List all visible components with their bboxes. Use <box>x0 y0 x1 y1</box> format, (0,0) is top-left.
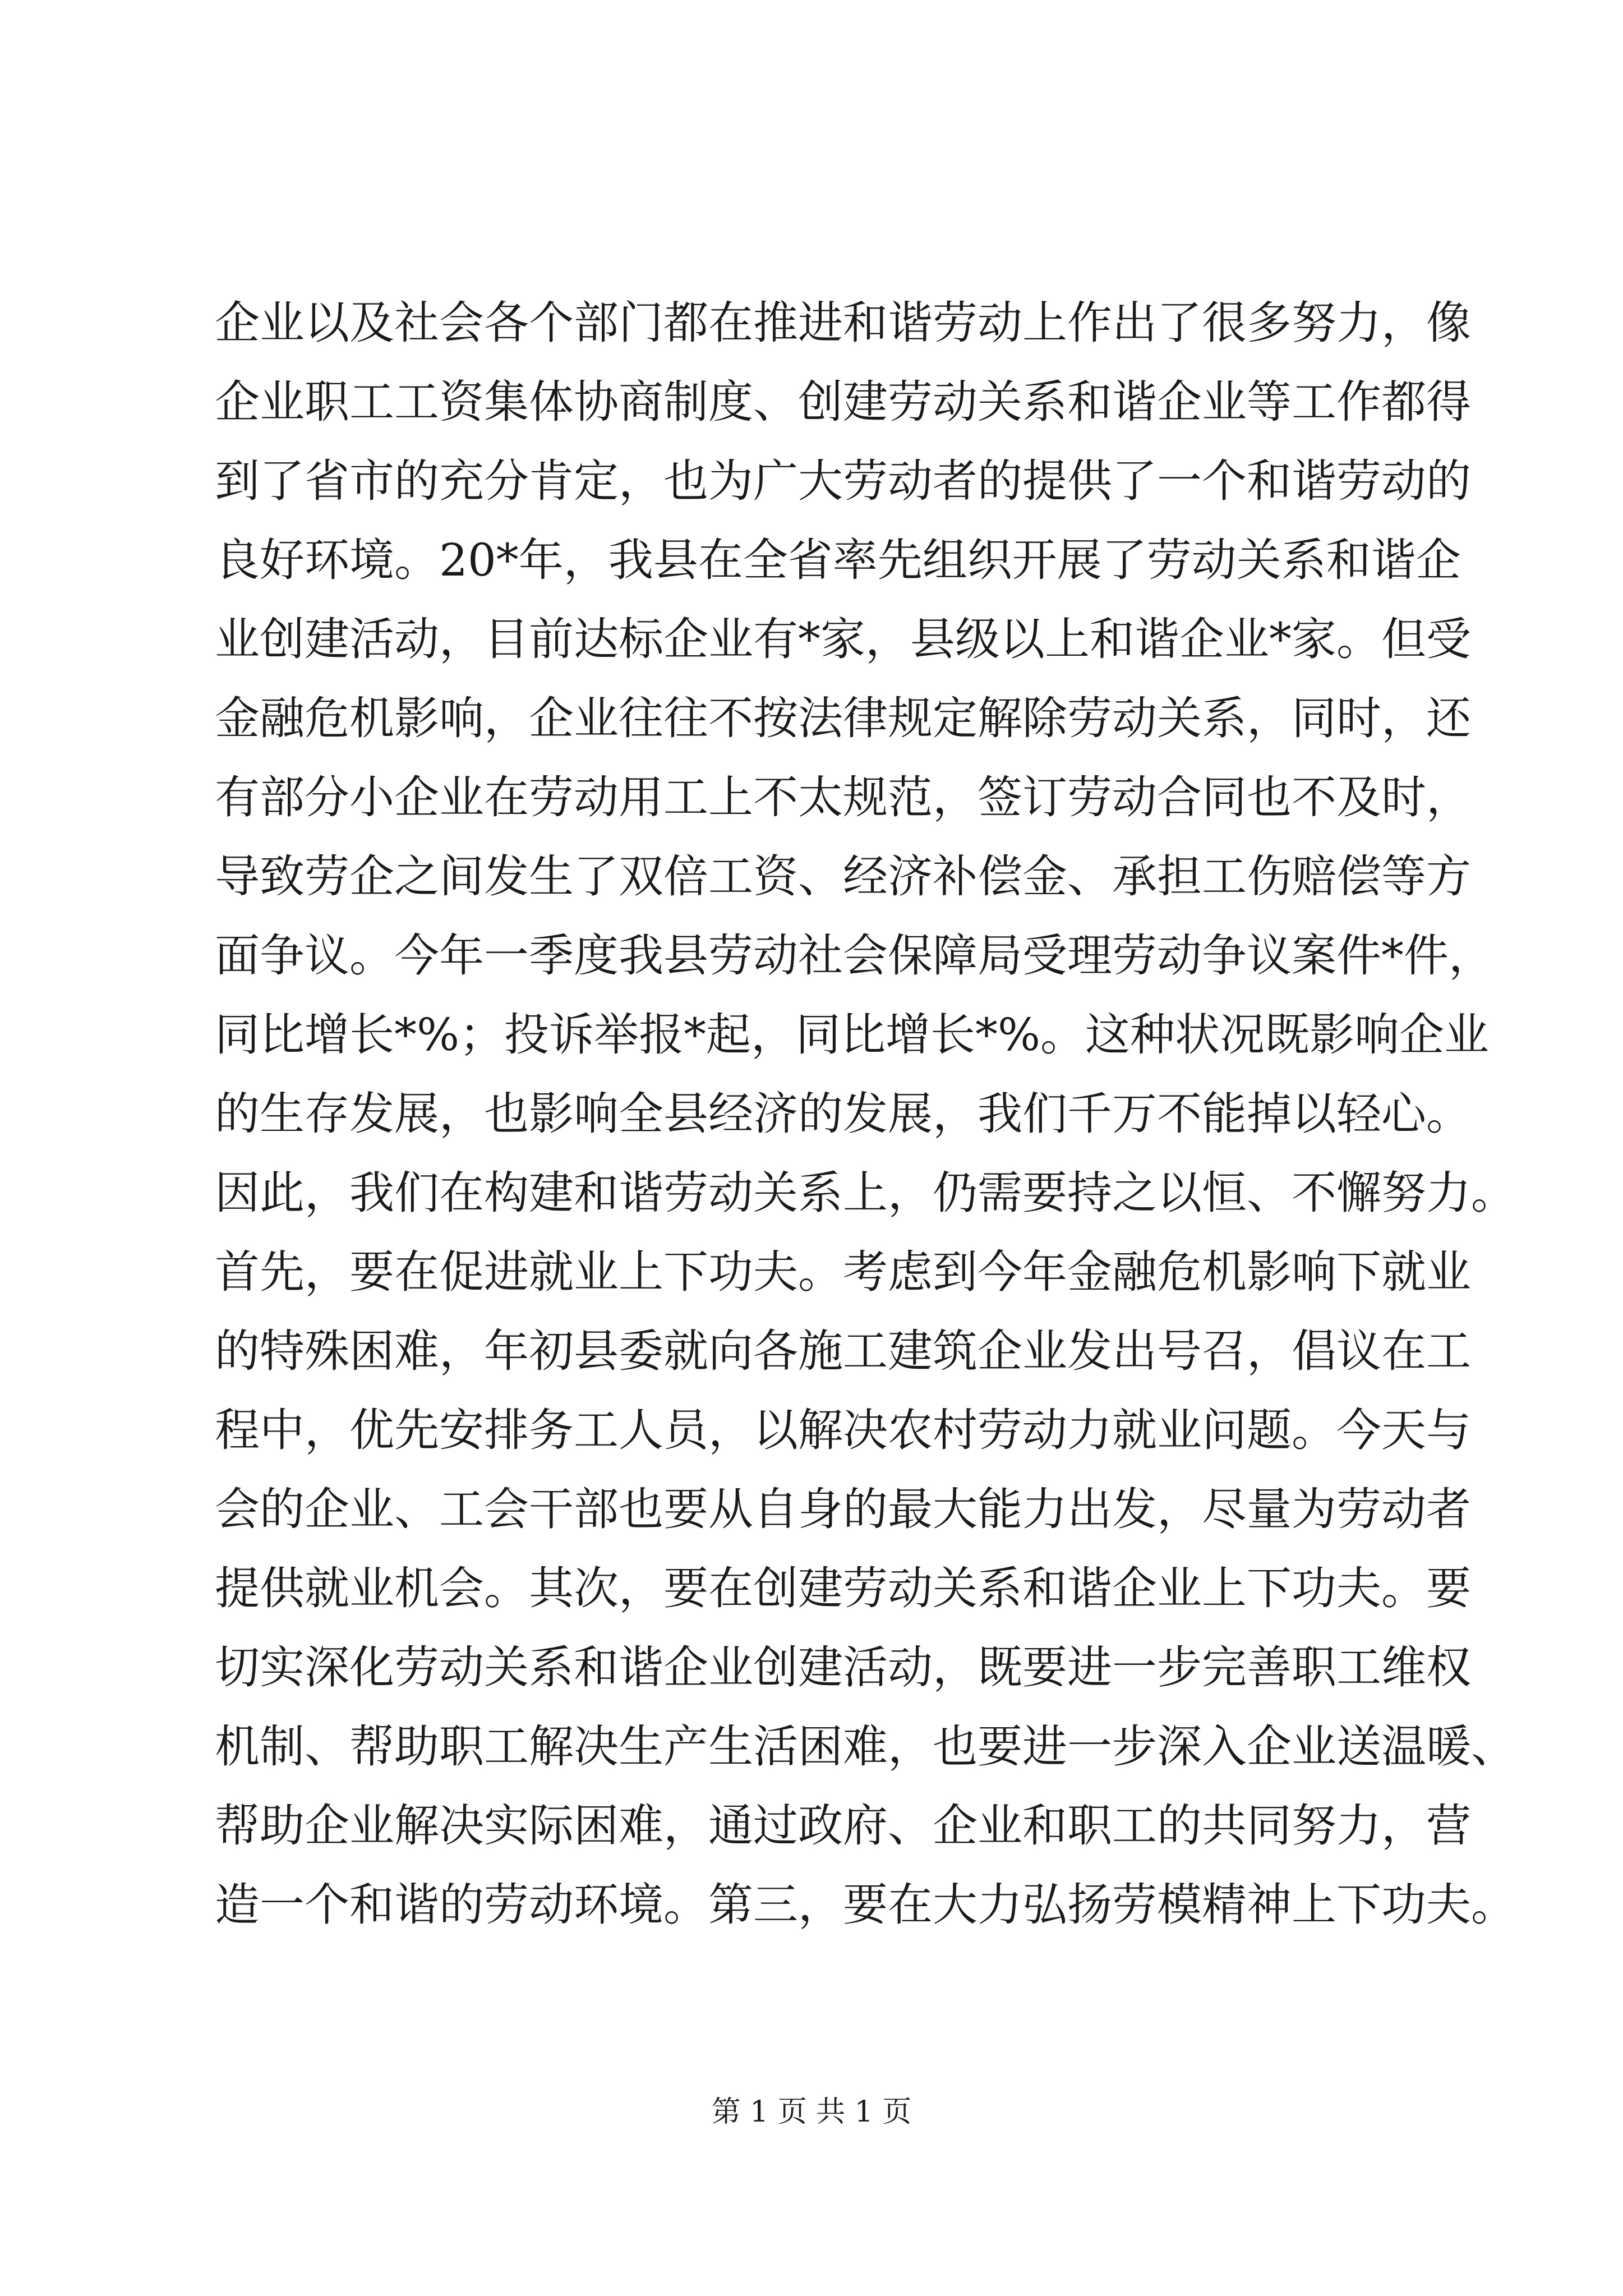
document-body <box>215 296 1516 1957</box>
text-line: 面争议。今年一季度我县劳动社会保障局受理劳动争议案件*件， <box>215 930 1493 982</box>
text-line: 业创建活动，目前达标企业有*家，县级以上和谐企业*家。但受 <box>215 613 1471 665</box>
text-line: 金融危机影响，企业往往不按法律规定解除劳动关系，同时，还 <box>215 692 1471 744</box>
text-line: 帮助企业解决实际困难，通过政府、企业和职工的共同努力，营 <box>215 1800 1471 1852</box>
text-line: 首先，要在促进就业上下功夫。考虑到今年金融危机影响下就业 <box>215 1246 1471 1298</box>
text-line: 企业职工工资集体协商制度、创建劳动关系和谐企业等工作都得 <box>215 376 1471 428</box>
text-line: 同比增长*%；投诉举报*起，同比增长*%。这种状况既影响企业 <box>215 1009 1490 1061</box>
text-line: 造一个和谐的劳动环境。第三，要在大力弘扬劳模精神上下功夫。 <box>215 1879 1516 1931</box>
text-line: 切实深化劳动关系和谐企业创建活动，既要进一步完善职工维权 <box>215 1641 1471 1694</box>
text-line: 程中，优先安排务工人员，以解决农村劳动力就业问题。今天与 <box>215 1404 1471 1456</box>
text-line: 有部分小企业在劳动用工上不太规范，签订劳动合同也不及时， <box>215 771 1471 823</box>
text-line: 的特殊困难，年初县委就向各施工建筑企业发出号召，倡议在工 <box>215 1325 1471 1377</box>
text-line: 企业以及社会各个部门都在推进和谐劳动上作出了很多努力，像 <box>215 297 1471 349</box>
page-footer <box>0 2092 1623 2132</box>
text-line: 到了省市的充分肯定，也为广大劳动者的提供了一个和谐劳动的 <box>215 455 1471 507</box>
text-line: 的生存发展，也影响全县经济的发展，我们千万不能掉以轻心。 <box>215 1088 1471 1140</box>
text-line: 提供就业机会。其次，要在创建劳动关系和谐企业上下功夫。要 <box>215 1562 1471 1614</box>
text-line: 机制、帮助职工解决生产生活困难，也要进一步深入企业送温暖、 <box>215 1720 1516 1773</box>
text-line: 良好环境。20*年，我县在全省率先组织开展了劳动关系和谐企 <box>215 534 1461 586</box>
text-line: 导致劳企之间发生了双倍工资、经济补偿金、承担工伤赔偿等方 <box>215 850 1471 903</box>
text-line: 因此，我们在构建和谐劳动关系上，仍需要持之以恒、不懈努力。 <box>215 1167 1516 1219</box>
text-line: 会的企业、工会干部也要从自身的最大能力出发，尽量为劳动者 <box>215 1483 1471 1535</box>
page-number-label: 第 1 页 共 1 页 <box>711 2095 912 2129</box>
